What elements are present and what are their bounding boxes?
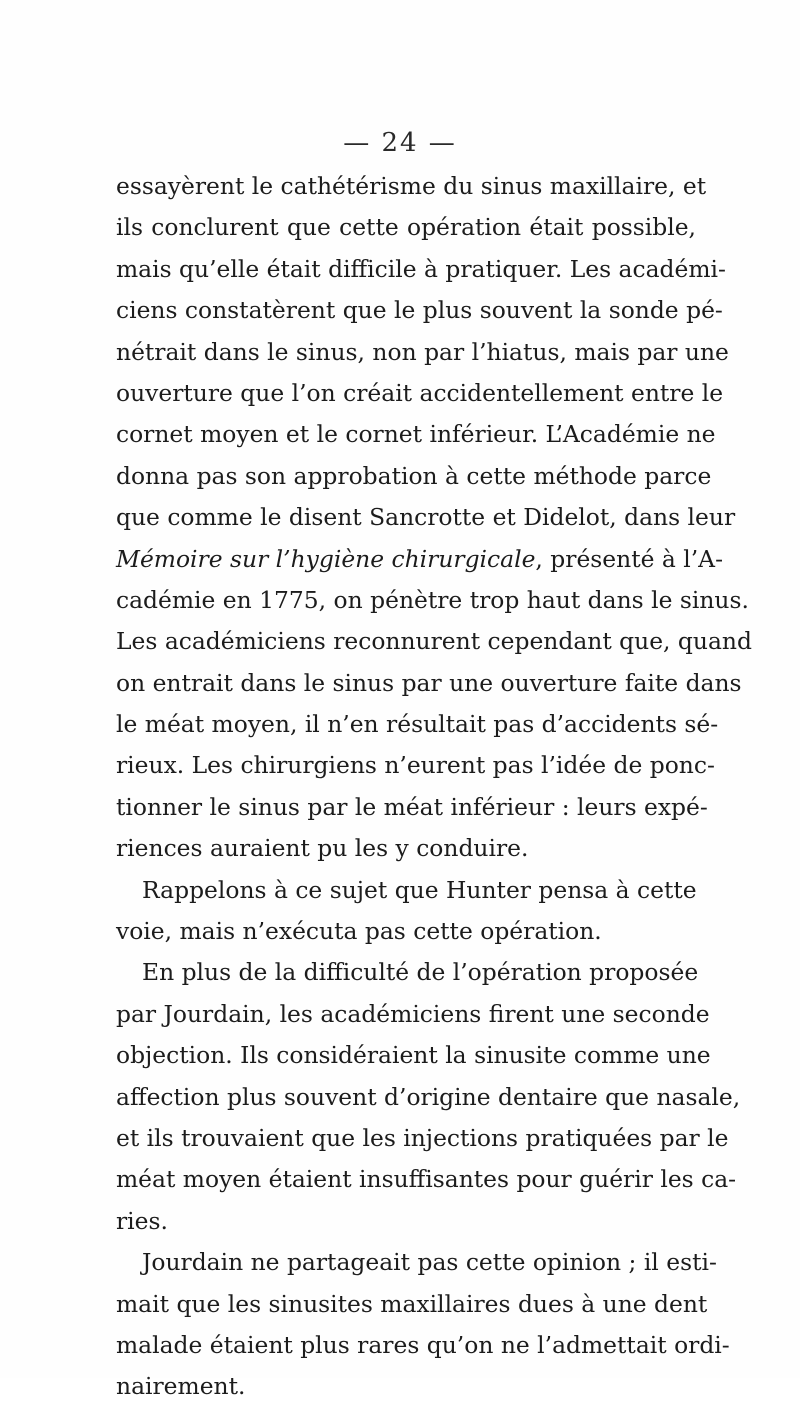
text-line: riences auraient pu les y conduire. [116,834,529,863]
text-line: Les académiciens reconnurent cependant que, quand [116,627,752,656]
text-line: En plus de la difficulté de l’opération proposée [142,958,699,987]
text-line: ils conclurent que cette opération était possible, [116,213,696,242]
text-line: rieux. Les chirurgiens n’eurent pas l’idée de ponc- [116,751,715,780]
text-line: le méat moyen, il n’en résultait pas d’accidents sé- [116,710,719,739]
text-line: tionner le sinus par le méat inférieur : leurs expé- [116,792,708,821]
text-line: objection. Ils considéraient la sinusite comme une [116,1041,711,1070]
text-line: cornet moyen et le cornet inférieur. L’Académie ne [116,420,716,449]
book-title-italic: Mémoire sur l’hygiène chirurgicale [116,544,536,573]
page-number: — 24 — [343,128,457,158]
text-line: Rappelons à ce sujet que Hunter pensa à cette [142,875,697,904]
text-line: par Jourdain, les académiciens firent une seconde [116,999,710,1028]
text-line [116,539,723,580]
text-line: cadémie en 1775, on pénètre trop haut dans le sinus. [116,585,749,614]
text-line: affection plus souvent d’origine dentaire que nasale, [116,1082,741,1111]
text-line: que comme le disent Sancrotte et Didelot, dans leur [116,503,736,532]
text-line: on entrait dans le sinus par une ouverture faite dans [116,668,742,697]
text-line: voie, mais n’exécuta pas cette opération. [116,917,602,946]
body-text [116,166,752,1408]
text-line: essayèrent le cathétérisme du sinus maxillaire, et [116,172,707,200]
text-line-rest: , présenté à l’A- [535,544,723,573]
text-line: nairement. [116,1372,246,1401]
text-line: mait que les sinusites maxillaires dues à une dent [116,1289,708,1318]
text-line: malade étaient plus rares qu’on ne l’admettait ordi- [116,1330,730,1359]
text-line: ouverture que l’on créait accidentellement entre le [116,378,724,407]
text-line: ries. [116,1206,168,1235]
text-line: ciens constatèrent que le plus souvent la sonde pé- [116,296,723,325]
text-line: nétrait dans le sinus, non par l’hiatus, mais par une [116,337,729,366]
text-line: méat moyen étaient insuffisantes pour guérir les ca- [116,1165,737,1194]
text-line: mais qu’elle était difficile à pratiquer. Les académi- [116,254,726,283]
text-line: et ils trouvaient que les injections pratiquées par le [116,1123,729,1152]
text-line: donna pas son approbation à cette méthode parce [116,461,712,490]
text-line: Jourdain ne partageait pas cette opinion ; il esti- [142,1248,717,1277]
